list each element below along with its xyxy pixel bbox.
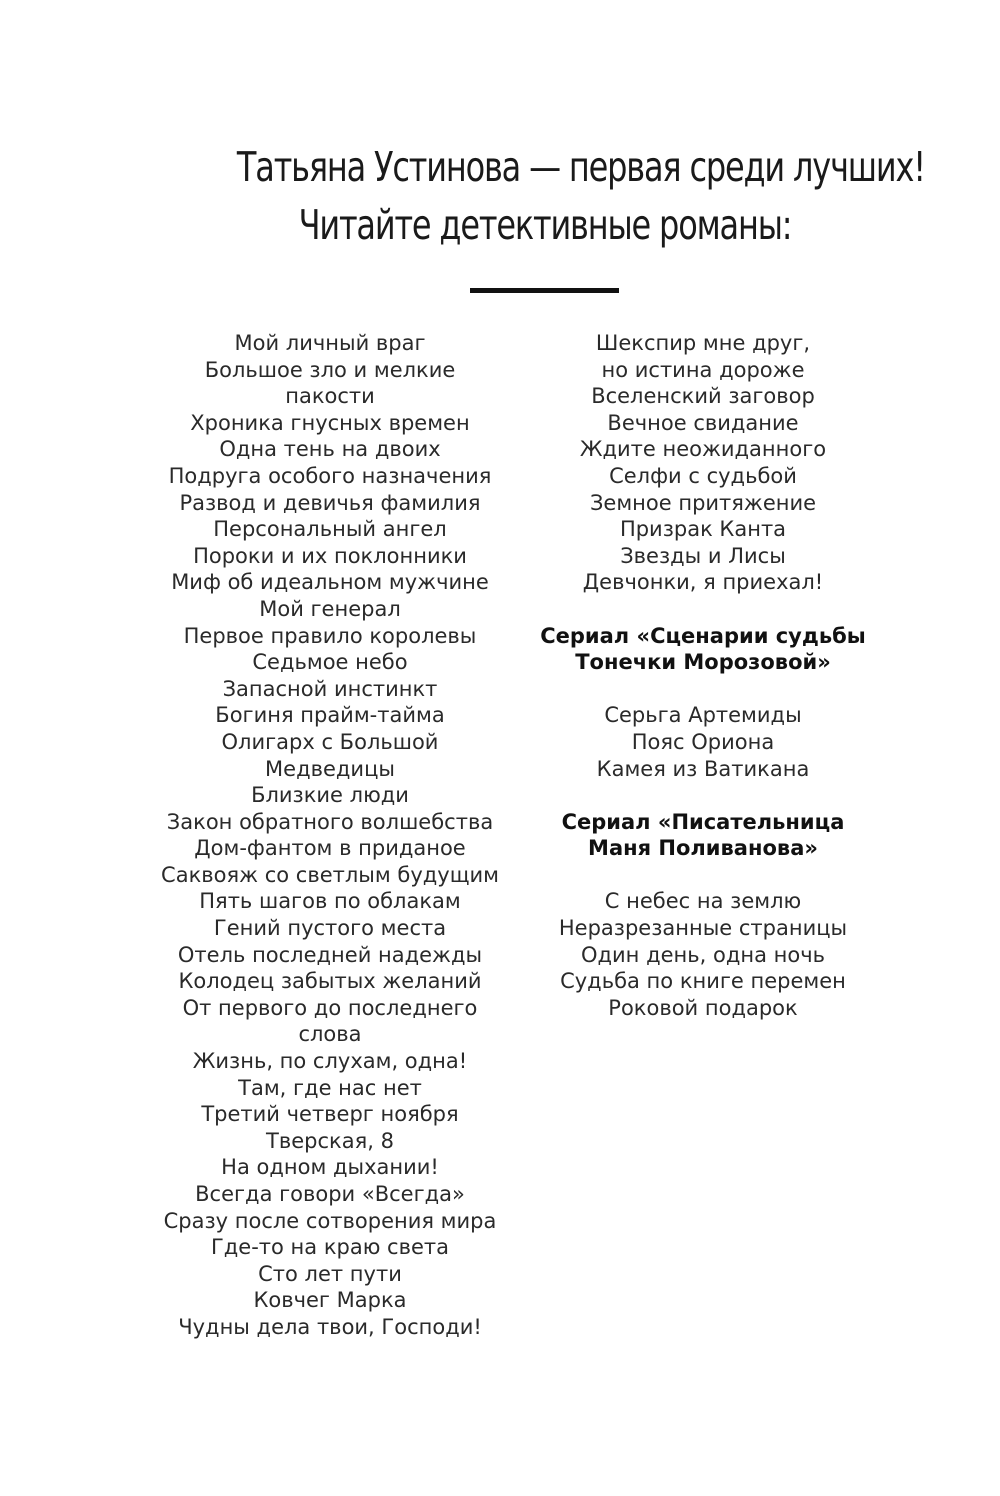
book-title: Вселенский заговор xyxy=(591,384,815,409)
book-title: Призрак Канта xyxy=(619,517,787,542)
book-title: пакости xyxy=(285,384,375,409)
book-title: Закон обратного волшебства xyxy=(166,809,494,834)
series-title-manya: Маня Поливанова» xyxy=(588,836,818,861)
book-title: Ждите неожиданного xyxy=(579,437,827,462)
book-title: Девчонки, я приехал! xyxy=(582,570,824,595)
book-title: Гений пустого места xyxy=(213,916,447,941)
page-heading xyxy=(236,138,925,254)
book-title: Тверская, 8 xyxy=(266,1128,394,1153)
book-title: Пять шагов по облакам xyxy=(199,889,461,914)
book-title: Ковчег Марка xyxy=(253,1288,407,1313)
book-title: Богиня прайм-тайма xyxy=(215,703,445,728)
book-title: Всегда говори «Всегда» xyxy=(195,1182,465,1206)
book-title: Неразрезанные страницы xyxy=(558,916,848,941)
book-title: Саквояж со светлым будущим xyxy=(161,862,499,887)
book-title: Жизнь, по слухам, одна! xyxy=(192,1049,468,1074)
book-title: С небес на землю xyxy=(604,889,802,914)
book-title: На одном дыхании! xyxy=(221,1155,439,1180)
book-title: Одна тень на двоих xyxy=(219,437,441,462)
book-title: Сто лет пути xyxy=(258,1261,402,1286)
book-title: Сразу после сотворения мира xyxy=(163,1208,497,1233)
book-title: Большое зло и мелкие xyxy=(204,357,456,382)
book-title: Дом-фантом в приданое xyxy=(194,836,466,861)
spacer xyxy=(523,596,883,623)
book-title: Вечное свидание xyxy=(607,410,799,435)
book-title: Мой личный враг xyxy=(234,331,426,355)
book-title: слова xyxy=(298,1022,362,1047)
book-title: Первое правило королевы xyxy=(183,623,477,648)
book-title: Там, где нас нет xyxy=(238,1075,422,1100)
series-title-manya: Сериал «Писательница xyxy=(561,809,845,834)
book-title: Один день, одна ночь xyxy=(580,942,825,967)
book-title: Близкие люди xyxy=(251,783,409,808)
book-title: Пороки и их поклонники xyxy=(193,543,467,568)
book-title: Чудны дела твои, Господи! xyxy=(178,1314,482,1339)
book-title: Отель последней надежды xyxy=(177,942,483,967)
spacer xyxy=(523,782,883,809)
right-book-list xyxy=(523,330,883,1021)
book-title: Пояс Ориона xyxy=(631,729,775,754)
book-title: Третий четверг ноября xyxy=(201,1102,459,1127)
book-title: Где-то на краю света xyxy=(210,1235,450,1260)
series-title-tonechka: Сериал «Сценарии судьбы xyxy=(540,623,866,648)
book-title: Роковой подарок xyxy=(608,995,798,1020)
book-title: Запасной инстинкт xyxy=(222,676,438,701)
book-title: Седьмое небо xyxy=(252,650,408,675)
book-title: Миф об идеальном мужчине xyxy=(171,570,489,595)
heading-divider xyxy=(470,288,619,293)
book-title: Развод и девичья фамилия xyxy=(179,490,481,515)
book-title: Земное притяжение xyxy=(589,490,817,515)
book-title: Медведицы xyxy=(265,756,395,781)
book-title: Мой генерал xyxy=(259,596,401,621)
heading-line-2: Читайте детективные романы: xyxy=(298,201,792,249)
heading-line-1: Татьяна Устинова — первая среди лучших! xyxy=(236,143,925,191)
left-book-list xyxy=(150,330,510,1341)
book-title: Селфи с судьбой xyxy=(609,463,797,488)
series-title-tonechka: Тонечки Морозовой» xyxy=(575,650,831,675)
spacer xyxy=(523,676,883,703)
book-title: Камея из Ватикана xyxy=(596,756,810,781)
book-title: Судьба по книге перемен xyxy=(560,969,846,994)
book-title: Шекспир мне друг, xyxy=(595,331,811,355)
book-title: Подруга особого назначения xyxy=(168,463,492,488)
book-title: Колодец забытых желаний xyxy=(178,969,482,994)
book-title: От первого до последнего xyxy=(182,995,478,1020)
book-title: но истина дороже xyxy=(601,357,805,382)
book-title: Серьга Артемиды xyxy=(604,703,802,728)
book-title: Персональный ангел xyxy=(213,517,447,542)
book-title: Хроника гнусных времен xyxy=(190,410,470,435)
book-title: Звезды и Лисы xyxy=(620,543,786,568)
book-title: Олигарх с Большой xyxy=(221,729,439,754)
spacer xyxy=(523,862,883,889)
